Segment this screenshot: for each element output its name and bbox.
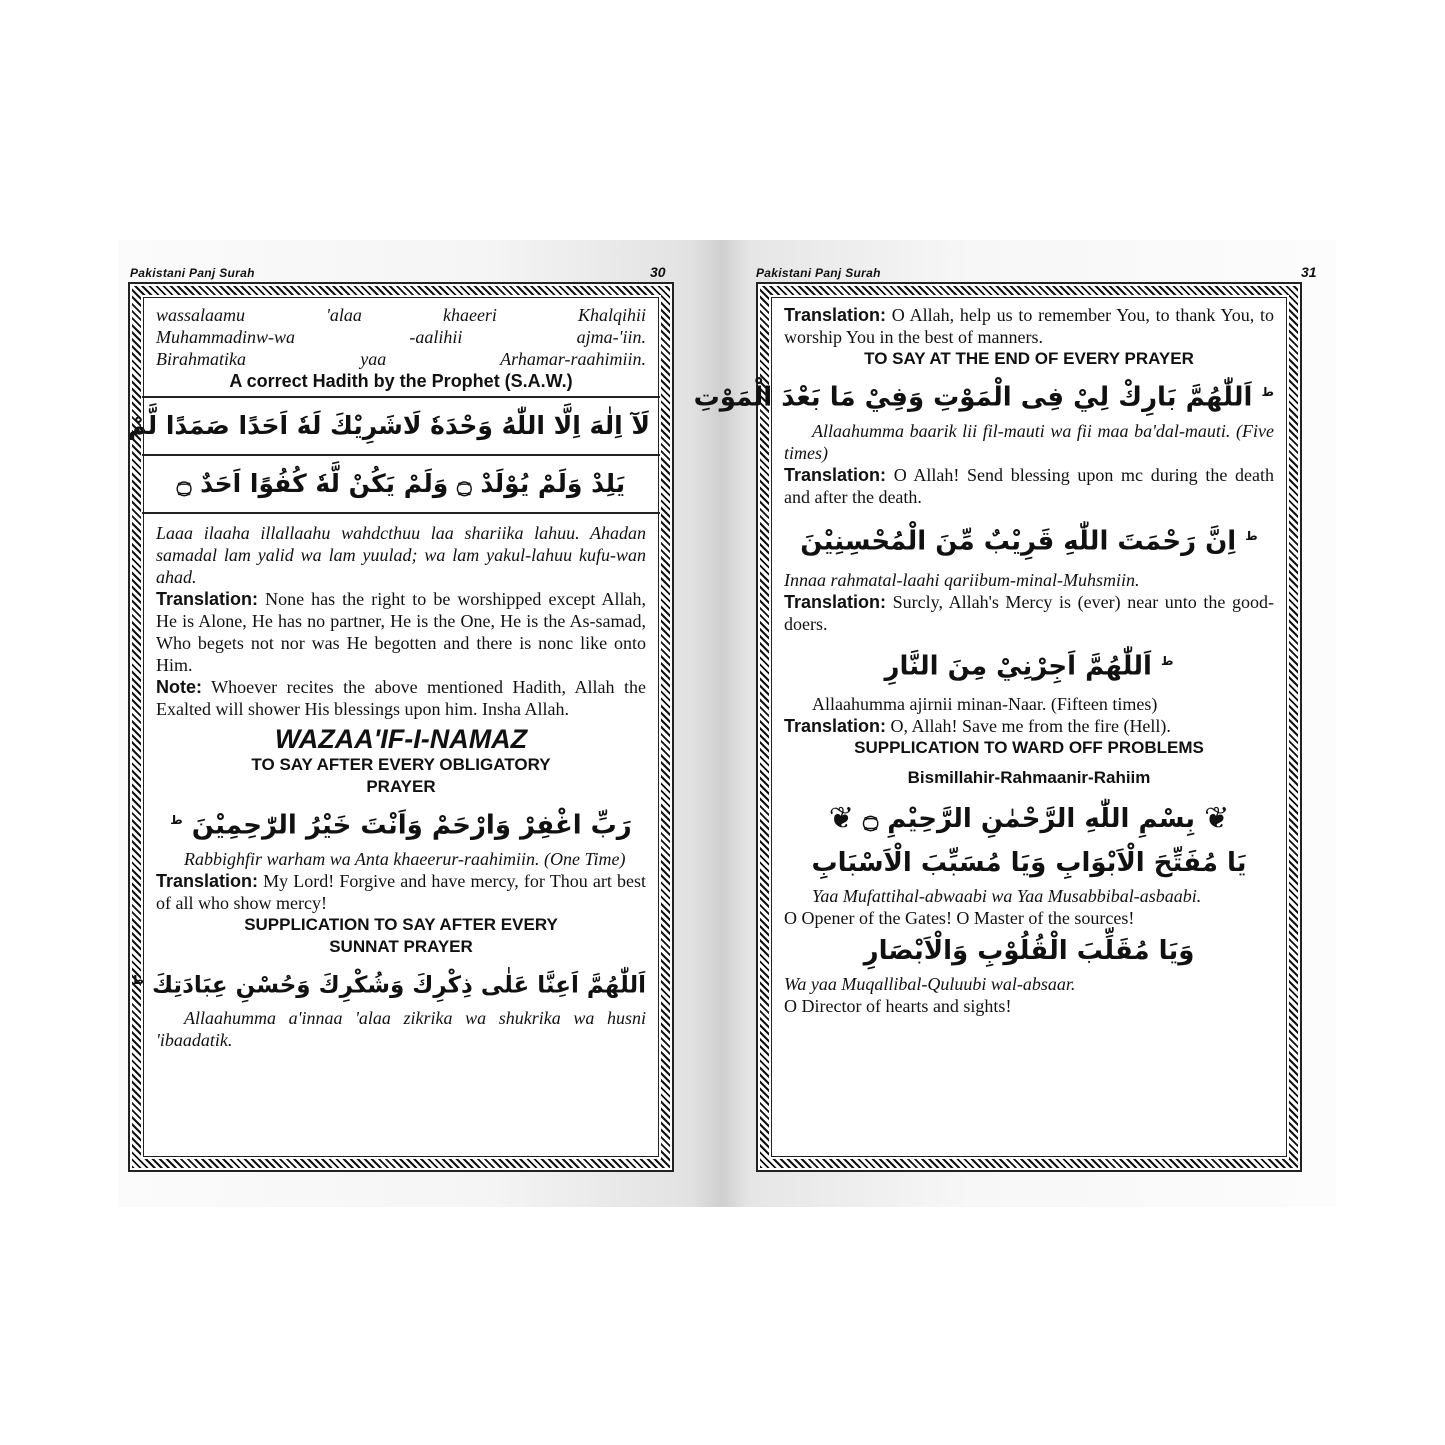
translation-label: Translation:	[784, 464, 887, 485]
obligatory-transliteration: Rabbighfir warham wa Anta khaeerur-raahimiin. (One Time)	[184, 848, 626, 869]
hadith-arabic-line: لَآ اِلٰهَ اِلَّا اللّٰهُ وَحْدَهٗ لَاشَرِيْكَ لَهٗ اَحَدًا صَمَدًا لَّمْ	[128, 411, 650, 440]
obligatory-heading: TO SAY AFTER EVERY OBLIGATORY	[251, 755, 551, 774]
sunnat-transliteration: Allaahumma a'innaa 'alaa zikrika wa shukrika wa husni 'ibaadatik.	[156, 1008, 646, 1051]
note-label: Note:	[156, 677, 202, 697]
naar-translation: O, Allah! Save me from the fire (Hell).	[890, 715, 1171, 736]
sunnat-arabic	[131, 958, 646, 1008]
section-title: WAZAA'IF-I-NAMAZ	[274, 724, 528, 754]
sunnat-heading: SUNNAT PRAYER	[329, 936, 473, 956]
page-content	[693, 304, 1275, 1158]
note-para	[156, 676, 646, 720]
page-frame	[693, 282, 1302, 1172]
end-heading: TO SAY AT THE END OF EVERY PRAYER	[864, 349, 1194, 368]
right-page	[693, 240, 1336, 1207]
naar-transliteration: Allaahumma ajirnii minan-Naar. (Fifteen times)	[812, 693, 1158, 714]
mercy-transliteration: Innaa rahmatal-laahi qariibum-minal-Muhsmiin.	[784, 570, 1140, 591]
page-number: 31	[1301, 264, 1317, 280]
mercy-arabic	[784, 514, 1274, 564]
intro-line: wassalaamu 'alaa khaeeri Khalqihii	[156, 305, 646, 325]
obligatory-translation: My Lord! Forgive and have mercy, for Thou art best of all who show mercy!	[156, 870, 646, 913]
page-number: 30	[650, 264, 666, 280]
hadith-arabic-line: يَلِدْ وَلَمْ يُوْلَدْ ۝ وَلَمْ يَكُنْ لَّهٗ كُفُوًا اَحَدٌ ۝	[142, 454, 660, 512]
hadith-heading: A correct Hadith by the Prophet (S.A.W.)	[229, 371, 573, 391]
running-header: Pakistani Panj Surah	[130, 266, 255, 280]
note-text: Whoever recites the above mentioned Hadith, Allah the Exalted will shower His blessings upon him. Insha Allah.	[156, 677, 646, 719]
arabic-text: اَللّٰهُمَّ اَجِرْنِيْ مِنَ النَّارِ	[884, 651, 1152, 682]
arabic-text: بِسْمِ اللّٰهِ الرَّحْمٰنِ الرَّحِيْمِ ۝	[862, 803, 1196, 834]
hearts-transliteration: Wa yaa Muqallibal-Quluubi wal-absaar.	[784, 974, 1076, 995]
hadith-transliteration: Laaa ilaaha illallaahu wahdcthuu laa shariika lahuu. Ahadan samadal lam yalid wa lam yuulad; wa lam yakul-lahuu kufu-wan ahad.	[156, 523, 646, 587]
pause-mark: ط	[1261, 385, 1274, 399]
arabic-text: اِنَّ رَحْمَتَ اللّٰهِ قَرِيْبٌ مِّنَ الْمُحْسِنِيْنَ	[800, 526, 1237, 557]
running-header: Pakistani Panj Surah	[756, 266, 881, 280]
pause-mark: ط	[1245, 528, 1258, 543]
opener-translation: O Opener of the Gates! O Master of the sources!	[784, 908, 1135, 929]
top-translation-para	[784, 304, 1274, 348]
problems-heading: SUPPLICATION TO WARD OFF PROBLEMS	[854, 737, 1204, 757]
pause-mark: ط	[170, 813, 183, 827]
pause-mark: ط	[131, 972, 144, 987]
naar-translation-para	[784, 715, 1274, 737]
ornament-icon: ❦	[1204, 801, 1230, 837]
obligatory-arabic	[156, 798, 646, 848]
naar-arabic	[784, 639, 1274, 689]
hadith-translation: None has the right to be worshipped except Allah, He is Alone, He has no partner, He is the One, He is the As-samad, Who begets not nor was He begotten and there is nonc like onto Him.	[156, 589, 646, 675]
end-transliteration: Allaahumma baarik lii fil-mauti wa fii maa ba'dal-mauti. (Five times)	[784, 420, 1274, 463]
hearts-translation: O Director of hearts and sights!	[784, 996, 1012, 1017]
page-frame	[128, 282, 674, 1172]
top-translation: O Allah, help us to remember You, to thank You, to worship You in the best of manners.	[784, 305, 1274, 347]
opener-transliteration: Yaa Mufattihal-abwaabi wa Yaa Musabbibal-asbaabi.	[812, 886, 1202, 907]
obligatory-translation-para	[156, 870, 646, 914]
intro-line: Muhammadinw-wa -aalihii ajma-'iin.	[156, 327, 646, 347]
arabic-text: اَللّٰهُمَّ اَعِنَّا عَلٰى ذِكْرِكَ وَشُكْرِكَ وَحُسْنِ عِبَادَتِكَ	[152, 972, 646, 999]
ornament-icon: ❦	[828, 801, 854, 837]
left-page	[118, 240, 718, 1207]
translation-label: Translation:	[784, 592, 887, 613]
bismillah-heading: Bismillahir-Rahmaanir-Rahiim	[907, 767, 1151, 787]
translation-label: Translation:	[784, 305, 887, 325]
intro-line: Birahmatika yaa Arhamar-raahimiin.	[156, 349, 646, 369]
hadith-arabic-box	[128, 396, 660, 514]
book-spread	[118, 240, 1336, 1207]
end-translation: O Allah! Send blessing upon mc during the death and after the death.	[784, 464, 1274, 507]
translation-label: Translation:	[784, 715, 887, 736]
sunnat-heading: SUPPLICATION TO SAY AFTER EVERY	[244, 914, 558, 934]
pause-mark: ط	[1161, 654, 1174, 669]
arabic-text: اَللّٰهُمَّ بَارِكْ لِيْ فِى الْمَوْتِ وَفِيْ مَا بَعْدَ الْمَوْتِ	[693, 382, 1253, 413]
end-arabic	[693, 370, 1274, 420]
hadith-translation-para	[156, 588, 646, 676]
translation-label: Translation:	[156, 870, 259, 891]
translation-label: Translation:	[156, 589, 259, 609]
obligatory-heading: PRAYER	[366, 777, 436, 796]
end-translation-para	[784, 464, 1274, 508]
hearts-arabic: وَيَا مُقَلِّبَ الْقُلُوْبِ وَالْاَبْصَارِ	[863, 936, 1195, 967]
bismillah-line	[784, 797, 1274, 842]
mercy-translation-para	[784, 591, 1274, 635]
page-content	[128, 304, 650, 1158]
arabic-text: رَبِّ اغْفِرْ وَارْحَمْ وَاَنْتَ خَيْرُ الرّٰحِمِيْنَ	[191, 810, 632, 841]
mercy-translation: Surcly, Allah's Mercy is (ever) near unto the good-doers.	[784, 592, 1275, 635]
opener-arabic: يَا مُفَتِّحَ الْاَبْوَابِ وَيَا مُسَبِّبَ الْاَسْبَابِ	[811, 848, 1247, 879]
